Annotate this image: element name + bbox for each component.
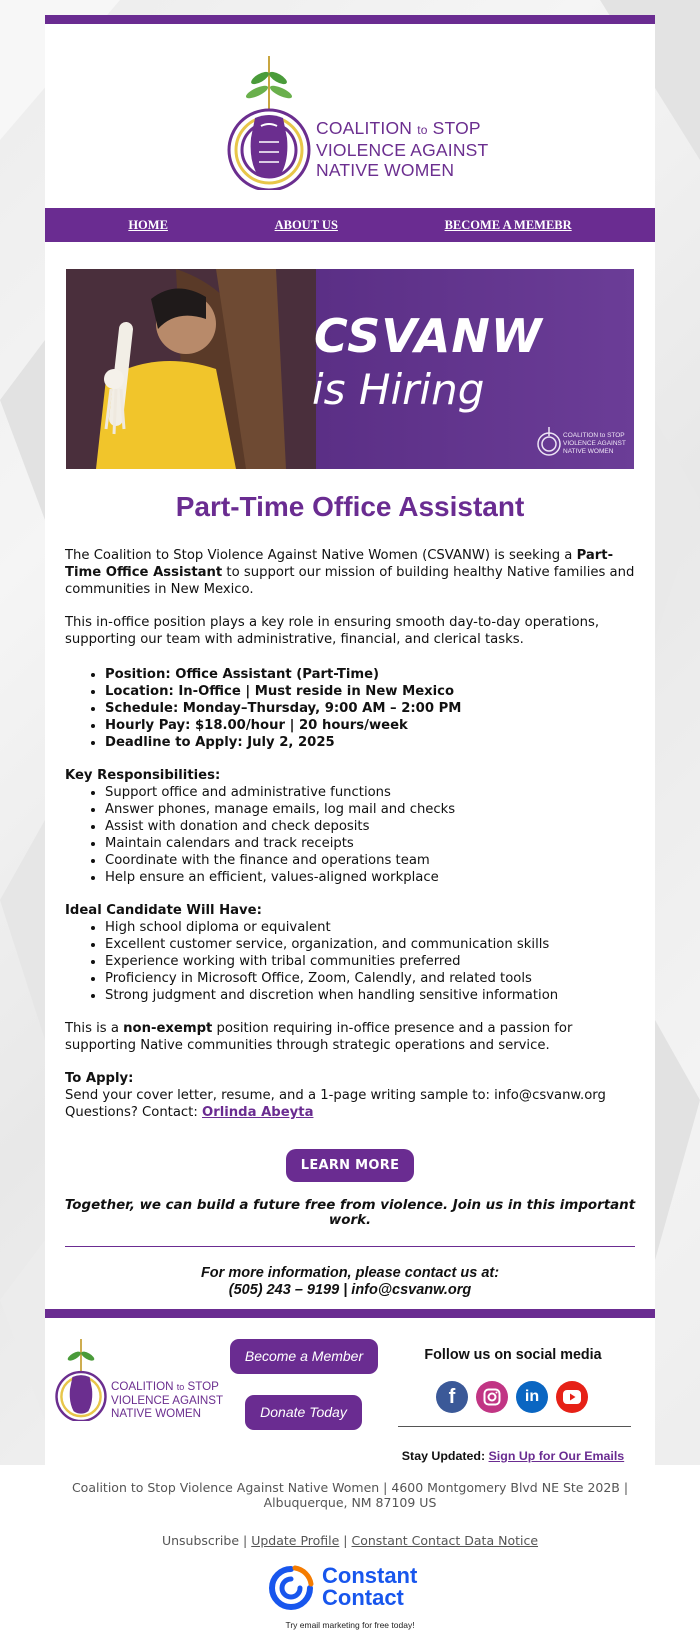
hiring-banner[interactable] <box>66 269 634 469</box>
nav-about-link[interactable]: ABOUT US <box>274 217 338 232</box>
become-member-button[interactable]: Become a Member <box>230 1339 378 1374</box>
intro-paragraph: The Coalition to Stop Violence Against Native Women (CSVANW) is seeking a Part-Time Office Assistant to support our mission of building healthy Native families and communities in New Mexico. <box>65 548 635 597</box>
unsubscribe-link[interactable]: Unsubscribe <box>161 1533 240 1548</box>
list-item: • Hourly Pay: $18.00/hour | 20 hours/week <box>105 717 635 734</box>
list-item: • Experience working with tribal communities preferred <box>105 953 635 970</box>
update-profile-link[interactable]: Update Profile <box>251 1533 340 1548</box>
top-accent-bar <box>45 15 655 24</box>
banner-title: CSVANW <box>314 309 543 363</box>
list-item: • Schedule: Monday–Thursday, 9:00 AM – 2:00 PM <box>105 700 635 717</box>
banner-logo-text: COALITION to STOP VIOLENCE AGAINST NATIVE WOMEN <box>563 432 626 455</box>
data-notice-link[interactable]: Constant Contact Data Notice <box>351 1533 539 1548</box>
header-logo-area <box>45 24 655 208</box>
email-provider-footer <box>0 1465 700 1645</box>
apply-text: Send your cover letter, resume, and a 1-page writing sample to: info@csvanw.org <box>65 1088 606 1103</box>
nav-become-member-link[interactable]: BECOME A MEMEBR <box>444 217 572 232</box>
exempt-paragraph: This is a non-exempt position requiring in-office presence and a passion for supporting Native communities through strategic operations and service. <box>65 1021 573 1053</box>
candidate-list <box>65 919 635 1004</box>
list-item: • Excellent customer service, organization, and communication skills <box>105 936 635 953</box>
donate-button[interactable]: Donate Today <box>245 1395 362 1430</box>
job-title: Part-Time Office Assistant <box>175 491 525 522</box>
role-paragraph: This in-office position plays a key role in ensuring smooth day-to-day operations, supporting our team with administrative, financial, and clerical tasks. <box>65 615 600 647</box>
tagline: Together, we can build a future free from violence. Join us in this important work. <box>64 1198 636 1228</box>
list-item: • High school diploma or equivalent <box>105 919 635 936</box>
list-item: • Location: In-Office | Must reside in New Mexico <box>105 683 635 700</box>
org-name-logotype: COALITION to STOP VIOLENCE AGAINST NATIVE WOMEN <box>316 118 489 180</box>
list-item: • Help ensure an efficient, values-aligned workplace <box>105 869 635 886</box>
candidate-heading: Ideal Candidate Will Have: <box>65 903 262 918</box>
list-item: • Position: Office Assistant (Part-Time) <box>105 666 635 683</box>
footer-logotype: COALITION to STOP VIOLENCE AGAINST NATIVE WOMEN <box>111 1380 224 1420</box>
email-container <box>45 15 655 1471</box>
linkedin-icon[interactable]: in <box>516 1381 548 1413</box>
list-item: • Support office and administrative functions <box>105 784 635 801</box>
instagram-icon[interactable] <box>476 1381 508 1413</box>
nav-bar <box>45 208 655 242</box>
list-item: • Proficiency in Microsoft Office, Zoom, Calendly, and related tools <box>105 970 635 987</box>
banner-logo-icon <box>536 427 562 457</box>
responsibilities-list <box>65 784 635 886</box>
list-item: • Maintain calendars and track receipts <box>105 835 635 852</box>
csvanw-logo-icon[interactable] <box>225 56 313 190</box>
list-item: • Assist with donation and check deposits <box>105 818 635 835</box>
list-item: • Deadline to Apply: July 2, 2025 <box>105 734 635 751</box>
footer-logo-icon[interactable] <box>52 1339 110 1421</box>
subscription-links: Unsubscribe | Update Profile | Constant Contact Data Notice <box>161 1533 539 1548</box>
stay-updated: Stay Updated: Sign Up for Our Emails <box>401 1449 625 1463</box>
job-details-list <box>65 666 635 751</box>
mailing-address: Coalition to Stop Violence Against Native Women | 4600 Montgomery Blvd NE Ste 202B | Albuquerque, NM 87109 US <box>71 1480 629 1510</box>
footer-accent-bar <box>45 1309 655 1318</box>
nav-home-link[interactable]: HOME <box>128 217 168 232</box>
divider <box>65 1246 635 1247</box>
learn-more-button[interactable]: LEARN MORE <box>286 1149 415 1182</box>
cc-tagline[interactable]: Try email marketing for free today! <box>285 1620 415 1630</box>
list-item: • Coordinate with the finance and operations team <box>105 852 635 869</box>
list-item: • Strong judgment and discretion when handling sensitive information <box>105 987 635 1004</box>
responsibilities-heading: Key Responsibilities: <box>65 768 221 783</box>
constant-contact-wordmark[interactable]: Constant Contact <box>322 1563 418 1610</box>
footer <box>45 1318 655 1471</box>
contact-info: For more information, please contact us at: (505) 243 – 9199 | info@csvanw.org <box>200 1265 500 1298</box>
constant-contact-logo-icon[interactable] <box>268 1565 314 1611</box>
signup-emails-link[interactable]: Sign Up for Our Emails <box>488 1449 625 1463</box>
contact-person-link[interactable]: Orlinda Abeyta <box>202 1105 314 1120</box>
apply-heading: To Apply: <box>65 1071 134 1086</box>
youtube-icon[interactable] <box>556 1381 588 1413</box>
banner-photo <box>66 269 316 469</box>
footer-divider <box>398 1426 631 1427</box>
follow-heading: Follow us on social media <box>424 1347 602 1363</box>
job-description <box>45 547 655 1121</box>
facebook-icon[interactable]: f <box>436 1381 468 1413</box>
social-icons <box>436 1381 588 1413</box>
questions-line: Questions? Contact: Orlinda Abeyta <box>65 1105 314 1120</box>
banner-subtitle: is Hiring <box>312 365 485 414</box>
list-item: • Answer phones, manage emails, log mail and checks <box>105 801 635 818</box>
